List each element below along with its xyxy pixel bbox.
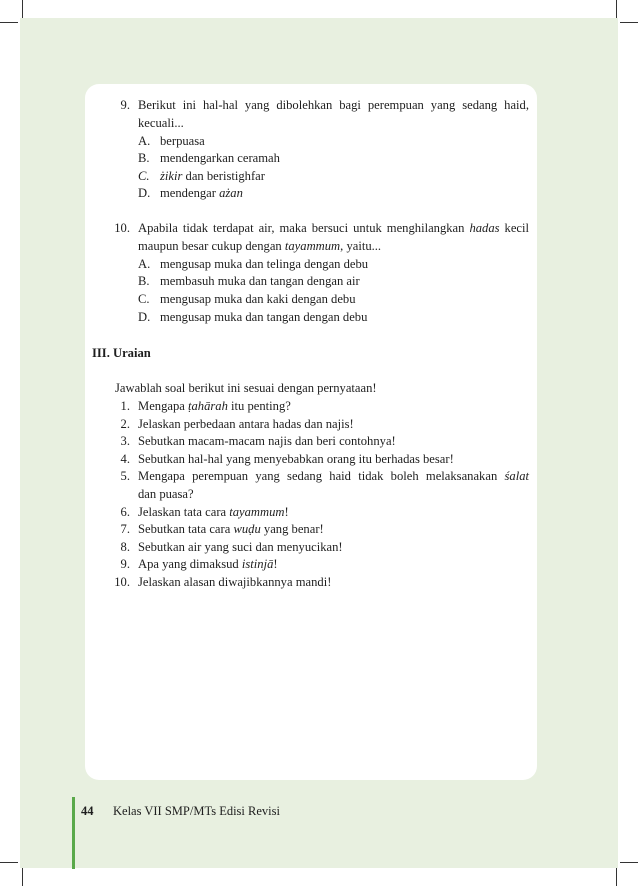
essay-number: 5. — [120, 469, 130, 484]
essay-question: Apa yang dimaksud istinjā! — [138, 557, 278, 572]
essay-question: Sebutkan hal-hal yang menyebabkan orang itu berhadas besar! — [138, 451, 454, 466]
question-number: 10. — [114, 221, 130, 235]
page-number: 44 — [81, 804, 94, 818]
essay-number: 6. — [120, 504, 130, 519]
option-text: berpuasa — [160, 134, 205, 148]
essay-number: 2. — [120, 416, 130, 431]
option-text: membasuh muka dan tangan dengan air — [160, 274, 360, 288]
book-title: Kelas VII SMP/MTs Edisi Revisi — [113, 804, 280, 818]
question-text: maupun besar cukup dengan tayammum, yaitu... — [138, 239, 382, 253]
option-letter: C. — [138, 292, 150, 306]
essay-number: 9. — [120, 557, 130, 572]
option-text: mengusap muka dan telinga dengan debu — [160, 257, 369, 271]
option-letter: D. — [138, 310, 151, 324]
essay-question: Sebutkan macam-macam najis dan beri contohnya! — [138, 434, 396, 449]
option-letter: C. — [138, 169, 150, 183]
essay-number: 8. — [120, 539, 130, 554]
section-heading: III. Uraian — [92, 346, 151, 360]
essay-question-continued: dan puasa? — [138, 487, 194, 501]
question-text: kecuali... — [138, 116, 184, 130]
essay-question: Jelaskan alasan diwajibkannya mandi! — [138, 575, 332, 589]
question-text: Berikut ini hal-hal yang dibolehkan bagi perempuan yang sedang haid, — [138, 98, 529, 112]
option-text: mendengar ażan — [160, 186, 243, 200]
crop-mark — [22, 0, 23, 18]
crop-mark — [616, 0, 617, 18]
essay-number: 7. — [120, 522, 130, 537]
option-text: mengusap muka dan kaki dengan debu — [160, 292, 356, 306]
essay-question: Mengapa perempuan yang sedang haid tidak boleh melaksanakan śalat — [138, 469, 529, 484]
option-text: żikir dan beristighfar — [160, 169, 265, 183]
footer-bar — [72, 797, 75, 869]
essay-number: 1. — [120, 399, 130, 413]
option-text: mendengarkan ceramah — [160, 151, 280, 165]
essay-question: Mengapa ṭahārah itu penting? — [138, 399, 291, 413]
essay-question: Jelaskan tata cara tayammum! — [138, 504, 289, 519]
section-instruction: Jawablah soal berikut ini sesuai dengan pernyataan! — [115, 381, 377, 395]
essay-number: 4. — [120, 451, 130, 466]
crop-mark — [616, 868, 617, 886]
crop-mark — [0, 22, 18, 23]
crop-mark — [620, 862, 638, 863]
option-letter: D. — [138, 186, 151, 200]
option-text: mengusap muka dan tangan dengan debu — [160, 310, 368, 324]
crop-mark — [22, 868, 23, 886]
option-letter: A. — [138, 257, 151, 271]
option-letter: B. — [138, 274, 150, 288]
essay-number: 3. — [120, 434, 130, 449]
question-text: Apabila tidak terdapat air, maka bersuci untuk menghilangkan hadas kecil — [138, 221, 529, 235]
essay-question: Sebutkan tata cara wuḍu yang benar! — [138, 522, 324, 537]
option-letter: B. — [138, 151, 150, 165]
essay-question: Sebutkan air yang suci dan menyucikan! — [138, 539, 343, 554]
option-letter: A. — [138, 134, 151, 148]
question-number: 9. — [120, 98, 130, 112]
essay-question: Jelaskan perbedaan antara hadas dan najis! — [138, 416, 354, 431]
essay-number: 10. — [114, 575, 130, 589]
crop-mark — [0, 862, 18, 863]
crop-mark — [620, 22, 638, 23]
